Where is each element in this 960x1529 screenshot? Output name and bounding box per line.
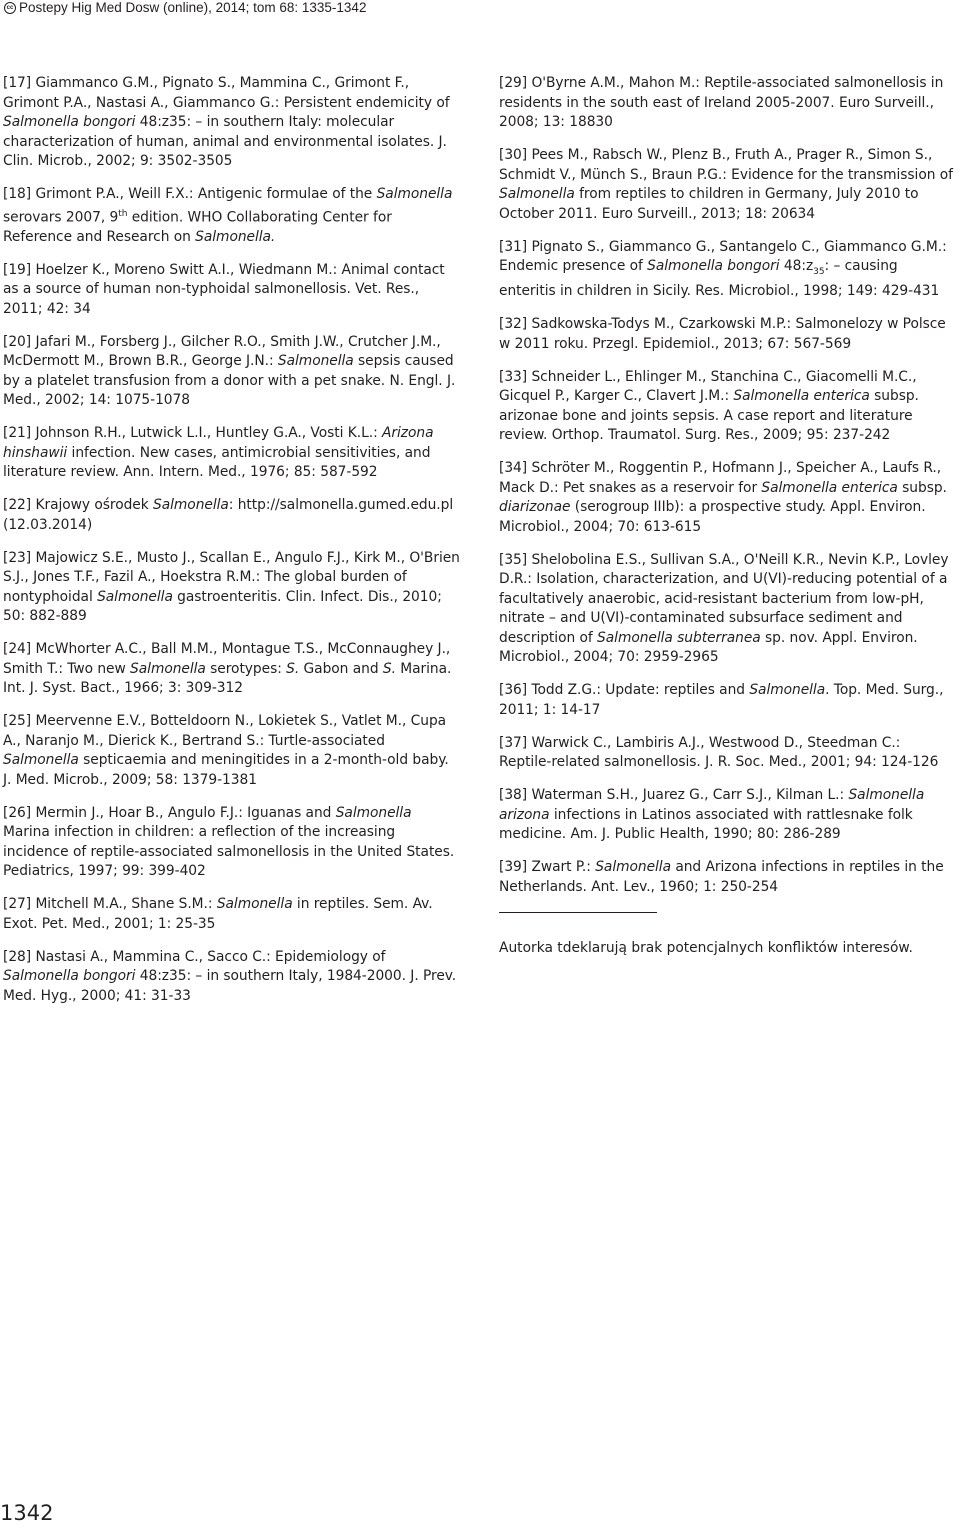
- reference-entry: [3, 640, 461, 699]
- reference-text: in reptiles. Sem. Av. Exot. Pet. Med., 2001; 1: 25-35: [3, 896, 433, 932]
- italic-text: Salmonella: [130, 660, 206, 677]
- reference-text: : – causing enteritis in children in Sicily. Res. Microbiol., 1998; 149: 429-431: [499, 258, 940, 300]
- reference-text: [21] Johnson R.H., Lutwick L.I., Huntley G.A., Vosti K.L.:: [3, 425, 382, 442]
- reference-text: [23] Majowicz S.E., Musto J., Scallan E., Angulo F.J., Kirk M., O'Brien S.J., Jones T.F., Fazil A., Hoekstra R.M.: The global burden of nontyphoidal: [3, 549, 460, 605]
- reference-entry: [499, 681, 956, 720]
- italic-text: Salmonella: [277, 353, 354, 370]
- reference-text: septicaemia and meningitides in a 2-month-old baby. J. Med. Microb., 2009; 58: 1379-1381: [3, 752, 449, 788]
- reference-entry: [3, 424, 461, 483]
- reference-text: Marina. Int. J. Syst. Bact., 1966; 3: 309-312: [3, 660, 452, 697]
- reference-entry: [3, 496, 461, 535]
- reference-entry: [3, 948, 461, 1007]
- reference-text: [24] McWhorter A.C., Ball M.M., Montague T.S., McConnaughey J., Smith T.: Two new: [3, 641, 451, 677]
- reference-entry: [3, 185, 461, 247]
- italic-text: S.: [286, 660, 300, 677]
- reference-text: Marina infection in children: a reflection of the increasing incidence of reptile-associated salmonellosis in the United States. Pediatrics, 1997; 99: 399-402: [3, 824, 455, 880]
- reference-entry: [3, 261, 461, 320]
- reference-text: 48:z35: – in southern Italy, 1984-2000. J. Prev. Med. Hyg., 2000; 41: 31-33: [3, 968, 457, 1004]
- reference-entry: [499, 551, 956, 668]
- reference-entry: [3, 549, 461, 627]
- italic-text: Arizona hinshawii: [3, 425, 434, 461]
- reference-entry: [499, 734, 956, 773]
- reference-text: [19] Hoelzer K., Moreno Switt A.I., Wiedmann M.: Animal contact as a source of human non-typhoidal salmonellosis. Vet. Res., 2011; 42: 34: [3, 261, 445, 317]
- reference-text: serovars 2007, 9: [3, 209, 119, 226]
- journal-citation-line: Postepy Hig Med Dosw (online), 2014; tom 68: 1335-1342: [19, 0, 367, 15]
- reference-text: from reptiles to children in Germany, July 2010 to October 2011. Euro Surveill., 2013; 18: 20634: [499, 186, 919, 222]
- reference-entry: [3, 804, 461, 882]
- reference-text: gastroenteritis. Clin. Infect. Dis., 2010; 50: 882-889: [3, 588, 442, 625]
- reference-text: 48:z35: – in southern Italy: molecular characterization of human, animal and environmental isolates. J. Clin. Microb., 2002; 9: 3502-3505: [3, 114, 447, 169]
- reference-text: [32] Sadkowska-Todys M., Czarkowski M.P.: Salmonelozy w Polsce w 2011 roku. Przegl. Epidemiol., 2013; 67: 567-569: [499, 316, 946, 352]
- italic-text: Salmonella: [3, 752, 79, 769]
- italic-text: Salmonella bongori: [3, 968, 136, 985]
- reference-entry: [499, 459, 956, 537]
- reference-text: [37] Warwick C., Lambiris A.J., Westwood D., Steedman C.: Reptile-related salmonellosis. J. R. Soc. Med., 2001; 94: 124-126: [499, 734, 939, 771]
- subscript-text: 35: [813, 266, 825, 277]
- reference-text: serotypes:: [205, 660, 287, 677]
- conflict-of-interest-statement: Autorka tdeklarują brak potencjalnych konfliktów interesów.: [499, 940, 913, 957]
- italic-text: Salmonella enterica: [761, 479, 898, 496]
- reference-text: [25] Meervenne E.V., Botteldoorn N., Lokietek S., Vatlet M., Cupa A., Naranjo M., Dierick K., Bertrand S.: Turtle-associated: [3, 713, 447, 749]
- italic-text: S.: [382, 660, 396, 677]
- italic-text: Salmonella: [499, 186, 575, 202]
- reference-text: [18] Grimont P.A., Weill F.X.: Antigenic formulae of the: [3, 186, 377, 202]
- reference-entry: [499, 786, 956, 845]
- italic-text: Salmonella bongori: [3, 114, 136, 130]
- references-column-left: [3, 74, 463, 1020]
- references-list-right: [499, 74, 959, 897]
- italic-text: Salmonella arizona: [499, 787, 925, 823]
- reference-text: [34] Schröter M., Roggentin P., Hofmann J., Speicher A., Laufs R., Mack D.: Pet snakes as a reservoir for: [499, 460, 942, 496]
- reference-text: Gabon and: [299, 660, 383, 677]
- reference-text: subsp.: [897, 479, 947, 496]
- reference-text: [30] Pees M., Rabsch W., Plenz B., Fruth A., Prager R., Simon S., Schmidt V., Münch S., Braun P.G.: Evidence for the transmission of: [499, 147, 953, 183]
- reference-text: . Top. Med. Surg., 2011; 1: 14-17: [499, 682, 944, 718]
- italic-text: Salmonella: [749, 682, 826, 699]
- italic-text: Salmonella: [335, 804, 412, 821]
- italic-text: Salmonella: [376, 186, 453, 202]
- italic-text: Salmonella subterranea: [597, 629, 761, 646]
- reference-text: edition. WHO Collaborating Center for Reference and Research on: [3, 209, 392, 245]
- reference-text: [27] Mitchell M.A., Shane S.M.:: [3, 896, 217, 913]
- italic-text: Salmonella: [216, 896, 293, 913]
- italic-text: Salmonella: [595, 859, 671, 876]
- reference-text: subsp. arizonae bone and joints sepsis. A case report and literature review. Orthop. Traumatol. Surg. Res., 2009; 95: 237-242: [499, 388, 919, 444]
- italic-text: Salmonella: [153, 497, 229, 514]
- reference-entry: [3, 74, 461, 172]
- page-number: 1342: [0, 1501, 54, 1525]
- italic-text: Salmonella: [97, 588, 173, 605]
- reference-text: (serogroup IIIb): a prospective study. Appl. Environ. Microbiol., 2004; 70: 613-615: [499, 499, 926, 535]
- reference-text: : http://salmonella.gumed.edu.pl (12.03.2014): [3, 497, 454, 533]
- reference-text: [22] Krajowy ośrodek: [3, 497, 154, 514]
- reference-entry: [3, 333, 461, 411]
- reference-entry: [499, 74, 956, 133]
- reference-text: [28] Nastasi A., Mammina C., Sacco C.: Epidemiology of: [3, 948, 386, 965]
- italic-text: Salmonella enterica: [733, 388, 870, 405]
- reference-text: [17] Giammanco G.M., Pignato S., Mammina C., Grimont F., Grimont P.A., Nastasi A., Giammanco G.: Persistent endemicity of: [3, 75, 450, 111]
- reference-entry: [3, 712, 461, 790]
- reference-entry: [499, 238, 956, 302]
- reference-text: sepsis caused by a platelet transfusion from a donor with a pet snake. N. Engl. J. Med., 2002; 14: 1075-1078: [3, 353, 456, 409]
- reference-entry: [499, 368, 956, 446]
- italic-text: Salmonella bongori: [647, 258, 780, 274]
- superscript-text: th: [118, 208, 128, 219]
- reference-text: [39] Zwart P.:: [499, 859, 596, 876]
- reference-text: [36] Todd Z.G.: Update: reptiles and: [499, 682, 750, 699]
- reference-text: infections in Latinos associated with rattlesnake folk medicine. Am. J. Public Health, 1990; 80: 286-289: [499, 806, 913, 843]
- reference-entry: [3, 895, 461, 934]
- reference-text: [35] Shelobolina E.S., Sullivan S.A., O'Neill K.R., Nevin K.P., Lovley D.R.: Isolation, characterization, and U(VI)-reducing potential of a facultatively anaerobic, acid-resistant bacterium from low-pH, nitrate – and U(VI)-contaminated subsurface sediment and description of: [499, 551, 949, 646]
- italic-text: diarizonae: [499, 499, 571, 516]
- references-column-right: [499, 74, 959, 959]
- reference-text: [38] Waterman S.H., Juarez G., Carr S.J., Kilman L.:: [499, 787, 849, 804]
- reference-text: and Arizona infections in reptiles in the Netherlands. Ant. Lev., 1960; 1: 250-254: [499, 859, 944, 895]
- reference-text: [26] Mermin J., Hoar B., Angulo F.J.: Iguanas and: [3, 804, 336, 821]
- cc-license-icon: cc: [4, 2, 16, 14]
- reference-text: infection. New cases, antimicrobial sensitivities, and literature review. Ann. Intern. Med., 1976; 85: 587-592: [3, 444, 431, 481]
- running-header: [4, 0, 366, 16]
- reference-entry: [499, 858, 956, 897]
- reference-text: 48:z: [779, 258, 814, 274]
- reference-text: sp. nov. Appl. Environ. Microbiol., 2004; 70: 2959-2965: [499, 629, 918, 666]
- reference-text: [20] Jafari M., Forsberg J., Gilcher R.O., Smith J.W., Crutcher J.M., McDermott M., Brown B.R., George J.N.:: [3, 333, 441, 370]
- reference-entry: [499, 315, 956, 354]
- reference-text: [29] O'Byrne A.M., Mahon M.: Reptile-associated salmonellosis in residents in the south east of Ireland 2005-2007. Euro Surveill., 2008; 13: 18830: [499, 75, 944, 130]
- footnote-divider: [499, 912, 657, 913]
- reference-entry: [499, 146, 956, 224]
- reference-text: [31] Pignato S., Giammanco G., Santangelo C., Giammanco G.M.: Endemic presence of: [499, 238, 947, 274]
- reference-text: [33] Schneider L., Ehlinger M., Stanchina C., Giacomelli M.C., Gicquel P., Karger C., Clavert J.M.:: [499, 368, 917, 405]
- italic-text: Salmonella.: [195, 228, 276, 245]
